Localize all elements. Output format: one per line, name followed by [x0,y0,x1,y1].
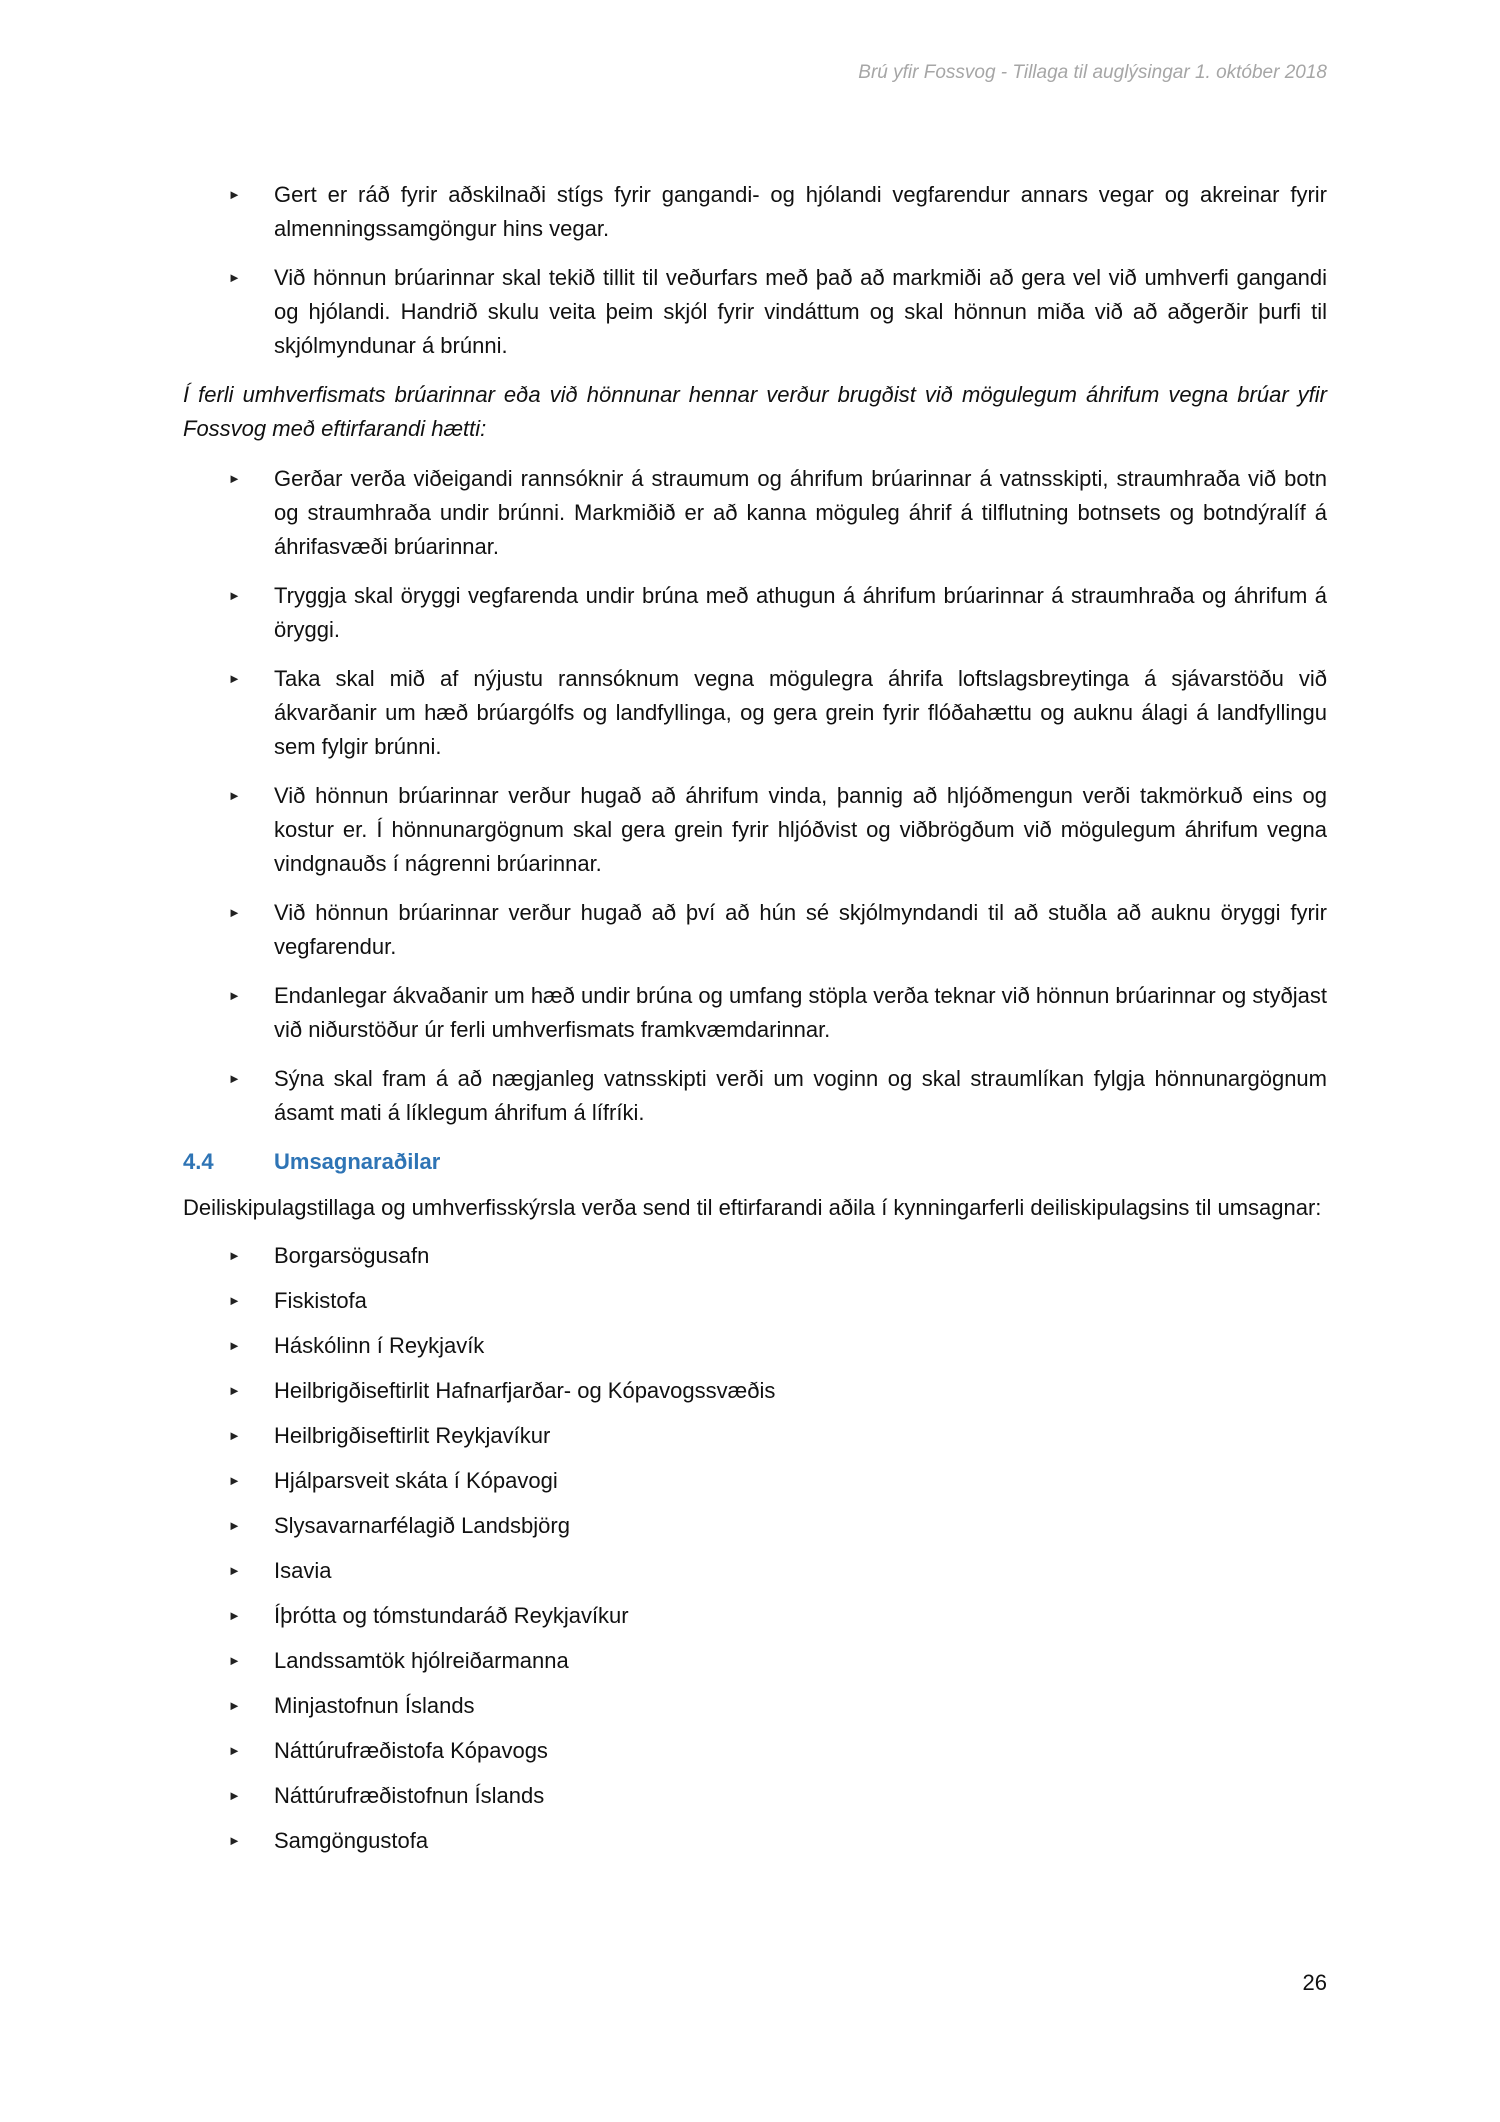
list-item-text: Endanlegar ákvaðanir um hæð undir brúna og umfang stöpla verða teknar við hönnun brúarinnar og styðjast við niðurstöður úr ferli umhverfismats framkvæmdarinnar. [274,983,1327,1042]
bullet-arrow-icon: ► [228,1833,241,1848]
list-item-text: Náttúrufræðistofa Kópavogs [274,1738,548,1763]
list-item-text: Landssamtök hjólreiðarmanna [274,1648,569,1673]
bullet-arrow-icon: ► [228,270,241,285]
section-heading [183,1145,1327,1179]
list-item-text: Við hönnun brúarinnar verður hugað að áhrifum vinda, þannig að hljóðmengun verði takmörkuð eins og kostur er. Í hönnunargögnum skal gera grein fyrir hljóðvist og viðbrögðum við mögulegum áhrifum vegna vindgnauðs í nágrenni brúarinnar. [274,783,1327,876]
bullet-arrow-icon: ► [228,1293,241,1308]
bullet-arrow-icon: ► [228,1248,241,1263]
list-item [183,1329,1327,1363]
list-item [183,261,1327,363]
bullet-arrow-icon: ► [228,905,241,920]
measures-intro: Í ferli umhverfismats brúarinnar eða við hönnunar hennar verður brugðist við mögulegum áhrifum vegna brúar yfir Fossvog með eftirfarandi hætti: [183,382,1327,441]
list-item [183,178,1327,246]
list-item [183,1779,1327,1813]
section-title: Umsagnaraðilar [274,1149,441,1174]
list-item-text: Tryggja skal öryggi vegfarenda undir brúna með athugun á áhrifum brúarinnar á straumhraða og áhrifum á öryggi. [274,583,1327,642]
list-item [183,1824,1327,1858]
bullet-list-top [183,178,1327,363]
bullet-arrow-icon: ► [228,1698,241,1713]
running-header: Brú yfir Fossvog - Tillaga til auglýsingar 1. október 2018 [858,62,1327,83]
bullet-arrow-icon: ► [228,588,241,603]
bullet-arrow-icon: ► [228,1743,241,1758]
list-item-text: Borgarsögusafn [274,1243,430,1268]
list-item [183,979,1327,1047]
bullet-arrow-icon: ► [228,1563,241,1578]
list-item-text: Samgöngustofa [274,1828,429,1853]
list-item-text: Hjálparsveit skáta í Kópavogi [274,1468,558,1493]
list-item [183,1599,1327,1633]
list-item-text: Við hönnun brúarinnar skal tekið tillit til veðurfars með það að markmiði að gera vel við umhverfi gangandi og hjólandi. Handrið skulu veita þeim skjól fyrir vindáttum og skal hönnun miða við að aðgerðir þurfi til skjólmyndunar á brúnni. [274,265,1327,358]
list-item [183,1734,1327,1768]
list-item [183,1284,1327,1318]
list-item-text: Fiskistofa [274,1288,367,1313]
list-item [183,462,1327,564]
bullet-arrow-icon: ► [228,1473,241,1488]
list-item [183,1464,1327,1498]
bullet-list-measures [183,462,1327,1130]
list-item-text: Minjastofnun Íslands [274,1693,475,1718]
list-item-text: Gerðar verða viðeigandi rannsóknir á straumum og áhrifum brúarinnar á vatnsskipti, straumhraða við botn og straumhraða undir brúnni. Markmiðið er að kanna möguleg áhrif á tilflutning botnsets og botndýralíf á áhrifasvæði brúarinnar. [274,466,1327,559]
bullet-arrow-icon: ► [228,1518,241,1533]
bullet-arrow-icon: ► [228,1788,241,1803]
list-item [183,1374,1327,1408]
section-number: 4.4 [183,1149,214,1174]
list-item [183,1554,1327,1588]
list-item [183,1689,1327,1723]
bullet-arrow-icon: ► [228,1608,241,1623]
bullet-arrow-icon: ► [228,471,241,486]
list-item-text: Slysavarnarfélagið Landsbjörg [274,1513,570,1538]
section-intro: Deiliskipulagstillaga og umhverfisskýrsla verða send til eftirfarandi aðila í kynningarferli deiliskipulagsins til umsagnar: [183,1195,1322,1220]
list-item [183,1062,1327,1130]
list-item-text: Gert er ráð fyrir aðskilnaði stígs fyrir gangandi- og hjólandi vegfarendur annars vegar og akreinar fyrir almenningssamgöngur hins vegar. [274,182,1327,241]
page-number: 26 [1302,1970,1327,1995]
list-item [183,1644,1327,1678]
list-item [183,1239,1327,1273]
list-item-text: Taka skal mið af nýjustu rannsóknum vegna mögulegra áhrifa loftslagsbreytinga á sjávarstöðu við ákvarðanir um hæð brúargólfs og landfyllinga, og gera grein fyrir flóðahættu og auknu álagi á landfyllingu sem fylgir brúnni. [274,666,1327,759]
page-content [183,178,1327,1869]
list-item [183,1509,1327,1543]
list-item-text: Heilbrigðiseftirlit Reykjavíkur [274,1423,551,1448]
bullet-arrow-icon: ► [228,988,241,1003]
list-item-text: Heilbrigðiseftirlit Hafnarfjarðar- og Kópavogssvæðis [274,1378,776,1403]
list-item [183,1419,1327,1453]
bullet-arrow-icon: ► [228,1338,241,1353]
bullet-arrow-icon: ► [228,1071,241,1086]
list-item-text: Háskólinn í Reykjavík [274,1333,485,1358]
list-item [183,779,1327,881]
bullet-arrow-icon: ► [228,1653,241,1668]
list-item [183,579,1327,647]
list-item [183,896,1327,964]
bullet-arrow-icon: ► [228,1428,241,1443]
list-item-text: Náttúrufræðistofnun Íslands [274,1783,545,1808]
list-item-text: Við hönnun brúarinnar verður hugað að því að hún sé skjólmyndandi til að stuðla að auknu öryggi fyrir vegfarendur. [274,900,1327,959]
list-item-text: Íþrótta og tómstundaráð Reykjavíkur [274,1603,629,1628]
list-item [183,662,1327,764]
list-item-text: Isavia [274,1558,332,1583]
bullet-list-reviewers [183,1239,1327,1858]
bullet-arrow-icon: ► [228,788,241,803]
bullet-arrow-icon: ► [228,187,241,202]
list-item-text: Sýna skal fram á að nægjanleg vatnsskipti verði um voginn og skal straumlíkan fylgja hönnunargögnum ásamt mati á líklegum áhrifum á lífríki. [274,1066,1327,1125]
bullet-arrow-icon: ► [228,671,241,686]
bullet-arrow-icon: ► [228,1383,241,1398]
